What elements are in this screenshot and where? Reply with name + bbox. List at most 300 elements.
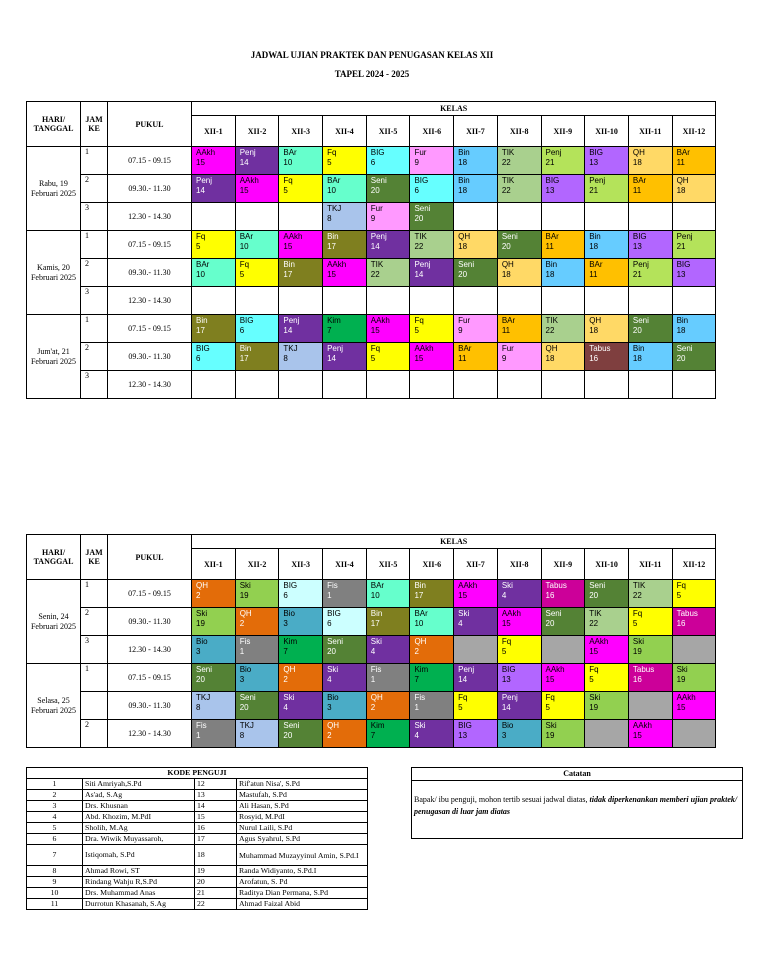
exam-subject-code: BAr [545,232,559,241]
exam-subject-code: Bin [370,609,383,618]
exam-cell [585,287,629,315]
exam-cell [628,343,672,371]
examiner-code: 3 [327,702,332,712]
exam-subject-code: BAr [327,176,341,185]
exam-cell [192,175,236,203]
header-class-xii-9: XII-9 [541,116,585,147]
exam-cell [585,147,629,175]
exam-subject-code: BAr [501,316,516,325]
exam-cell [366,664,410,692]
exam-cell [366,147,410,175]
exam-cell [541,315,585,343]
exam-subject-code: TIK [501,176,515,185]
exam-subject-code: Fis [196,721,207,730]
exam-cell [192,231,236,259]
jam-ke-cell: 2 [81,175,108,203]
exam-subject-code: BAr [239,232,254,241]
exam-cell [192,608,236,636]
exam-cell [235,371,279,399]
penguji-title: KODE PENGUJI [27,768,368,779]
exam-subject-code: Seni [414,204,431,213]
examiner-code: 21 [589,185,599,195]
exam-cell [192,580,236,608]
exam-subject-code: Penj [501,693,518,702]
penguji-name: As'ad, S.Ag [83,790,195,801]
examiner-code: 1 [370,674,376,684]
examiner-code: 20 [196,674,205,684]
exam-cell [279,147,323,175]
exam-cell [410,692,454,720]
exam-cell [454,720,498,748]
exam-cell [454,287,498,315]
penguji-code: 6 [27,834,83,845]
exam-subject-code: Fq [239,260,250,269]
day-date-label: Selasa, 25 Februari 2025 [27,664,81,748]
exam-cell [454,203,498,231]
exam-cell [366,343,410,371]
examiner-code: 3 [283,618,288,628]
exam-subject-code: AAkh [283,232,303,241]
exam-subject-code: Penj [239,148,256,157]
exam-cell [672,231,716,259]
exam-cell [192,692,236,720]
exam-subject-code: QH [370,693,383,702]
examiner-code: 17 [370,618,380,628]
pukul-cell: 07.15 - 09.15 [108,664,192,692]
exam-subject-code: Seni [370,176,387,185]
penguji-row [27,779,368,790]
examiner-code: 4 [327,674,332,684]
exam-cell [366,692,410,720]
exam-subject-code: Bin [327,232,339,241]
exam-cell [366,231,410,259]
exam-cell [366,636,410,664]
exam-subject-code: Ski [196,609,208,618]
exam-cell [672,175,716,203]
examiner-code: 5 [283,185,288,195]
schedule-row [27,231,716,259]
penguji-code: 11 [27,899,83,910]
exam-cell [672,287,716,315]
exam-cell [323,203,367,231]
exam-subject-code: Seni [283,721,300,730]
examiner-code: 4 [501,590,507,600]
exam-cell [672,664,716,692]
exam-subject-code: Bio [196,637,208,646]
examiner-code: 2 [283,674,288,684]
exam-cell [454,371,498,399]
examiner-code: 18 [589,325,599,335]
header-hari-tanggal: HARI/ TANGGAL [27,535,81,580]
header-jam-ke: JAM KE [81,102,108,147]
penguji-table [26,767,368,910]
penguji-name: Raditya Dian Permana, S.Pd [237,888,368,899]
exam-subject-code: Seni [676,344,693,353]
exam-subject-code: Bin [458,176,470,185]
exam-cell [585,175,629,203]
exam-subject-code: Bin [545,260,558,269]
exam-cell [628,147,672,175]
examiner-code: 3 [239,674,245,684]
pukul-cell: 07.15 - 09.15 [108,147,192,175]
penguji-name: Drs. Khusnan [83,801,195,812]
exam-cell [454,692,498,720]
examiner-code: 17 [239,353,249,363]
exam-subject-code: Seni [327,637,344,646]
exam-cell [410,580,454,608]
exam-subject-code: Fq [196,232,206,241]
examiner-code: 6 [239,325,245,335]
examiner-code: 4 [414,730,419,740]
examiner-code: 20 [545,618,555,628]
examiner-code: 15 [239,185,249,195]
examiner-code: 4 [458,618,463,628]
exam-cell [541,608,585,636]
exam-subject-code: Fur [414,148,427,157]
exam-cell [323,720,367,748]
header-hari-tanggal: HARI/ TANGGAL [27,102,81,147]
examiner-code: 14 [458,674,468,684]
exam-cell [366,580,410,608]
exam-cell [497,343,541,371]
exam-cell [497,664,541,692]
exam-subject-code: Kim [327,316,341,325]
exam-cell [323,608,367,636]
penguji-row [27,877,368,888]
exam-cell [192,287,236,315]
exam-subject-code: BAr [632,176,647,185]
schedule-row [27,147,716,175]
penguji-name: Ali Hasan, S.Pd [237,801,368,812]
exam-cell [541,664,585,692]
exam-cell [323,175,367,203]
exam-cell [410,608,454,636]
exam-cell [628,664,672,692]
header-jam-ke: JAM KE [81,535,108,580]
exam-subject-code: TKJ [327,204,342,213]
penguji-row [27,888,368,899]
exam-cell [192,371,236,399]
exam-subject-code: Bin [632,344,645,353]
examiner-code: 20 [458,269,468,279]
exam-subject-code: BAr [283,148,297,157]
exam-cell [541,636,585,664]
header-kelas: KELAS [192,535,716,549]
exam-subject-code: BAr [589,260,603,269]
exam-cell [279,692,323,720]
header-kelas: KELAS [192,102,716,116]
examiner-code: 5 [676,590,682,600]
exam-cell [366,175,410,203]
examiner-code: 17 [283,269,293,279]
examiner-code: 18 [632,353,642,363]
exam-subject-code: AAkh [458,581,478,590]
exam-subject-code: BIG [545,176,560,185]
exam-cell [454,259,498,287]
catatan-text: Bapak/ ibu penguji, mohon tertib sesuai jadwal diatas, tidak diperkenankan memberi ujian praktek/ penugasan di luar jam diatas [414,795,738,816]
exam-subject-code: Fq [632,609,643,618]
examiner-code: 10 [414,618,424,628]
examiner-code: 20 [414,213,424,223]
examiner-code: 7 [327,325,332,335]
examiner-code: 18 [545,353,555,363]
penguji-code: 8 [27,866,83,877]
exam-cell [192,203,236,231]
examiner-code: 21 [676,241,686,251]
exam-cell [497,259,541,287]
exam-cell [454,608,498,636]
exam-subject-code: Penj [283,316,300,325]
penguji-code: 12 [195,779,237,790]
exam-cell [323,371,367,399]
exam-cell [541,692,585,720]
exam-cell [410,231,454,259]
examiner-code: 1 [327,590,332,600]
exam-subject-code: Bin [196,316,208,325]
examiner-code: 10 [283,157,293,167]
exam-subject-code: Ski [370,637,382,646]
exam-cell [628,259,672,287]
exam-cell [323,287,367,315]
exam-subject-code: Seni [458,260,475,269]
examiner-code: 18 [501,269,511,279]
examiner-code: 5 [239,269,245,279]
exam-subject-code: TIK [589,609,602,618]
examiner-code: 4 [370,646,376,656]
examiner-code: 14 [501,702,511,712]
exam-cell [541,580,585,608]
schedule-row [27,664,716,692]
penguji-code: 16 [195,823,237,834]
exam-cell [323,636,367,664]
examiner-code: 22 [501,185,511,195]
exam-cell [628,580,672,608]
exam-subject-code: Bin [283,260,295,269]
examiner-code: 13 [676,269,686,279]
examiner-code: 2 [414,646,419,656]
header-class-xii-5: XII-5 [366,116,410,147]
exam-cell [279,259,323,287]
jam-ke-cell: 2 [81,259,108,287]
examiner-code: 14 [196,185,205,195]
penguji-name: Abd. Khozim, M.PdI [83,812,195,823]
examiner-code: 15 [676,702,686,712]
examiner-code: 22 [589,618,599,628]
examiner-code: 10 [327,185,336,195]
examiner-code: 19 [676,674,686,684]
exam-subject-code: Seni [545,609,562,618]
exam-subject-code: Fq [676,581,686,590]
exam-cell [454,315,498,343]
exam-subject-code: Seni [589,581,606,590]
examiner-code: 18 [676,325,686,335]
exam-subject-code: QH [676,176,689,185]
jam-ke-cell: 2 [81,608,108,636]
header-class-xii-6: XII-6 [410,116,454,147]
examiner-code: 16 [545,590,555,600]
examiner-code: 22 [414,241,424,251]
examiner-code: 6 [327,618,332,628]
exam-subject-code: BAr [414,609,428,618]
exam-cell [672,608,716,636]
pukul-cell: 07.15 - 09.15 [108,231,192,259]
examiner-code: 14 [327,353,336,363]
exam-subject-code: QH [458,232,471,241]
penguji-name: Arofatun, S. Pd [237,877,368,888]
jam-ke-cell: 3 [81,371,108,399]
exam-cell [235,608,279,636]
schedule-row [27,692,716,720]
exam-subject-code: Ski [283,693,295,702]
exam-cell [323,343,367,371]
exam-cell [235,315,279,343]
examiner-code: 15 [414,353,424,363]
exam-cell [628,175,672,203]
exam-cell [192,259,236,287]
examiner-code: 17 [414,590,424,600]
examiner-code: 20 [283,730,293,740]
exam-cell [235,720,279,748]
examiner-code: 10 [370,590,380,600]
examiner-code: 14 [414,269,424,279]
exam-cell [541,231,585,259]
exam-cell [672,203,716,231]
examiner-code: 19 [545,730,555,740]
exam-subject-code: BIG [501,665,516,674]
pukul-cell: 12.30 - 14.30 [108,720,192,748]
header-class-xii-11: XII-11 [628,116,672,147]
examiner-code: 10 [239,241,249,251]
exam-subject-code: AAkh [196,148,216,157]
examiner-code: 6 [196,353,201,363]
exam-cell [497,203,541,231]
examiner-code: 18 [458,185,468,195]
exam-subject-code: BIG [632,232,647,241]
penguji-row [27,845,368,866]
exam-cell [628,692,672,720]
exam-cell [410,664,454,692]
penguji-name: Istiqomah, S.Pd [83,845,195,866]
penguji-code: 5 [27,823,83,834]
exam-subject-code: Ski [545,721,557,730]
exam-cell [541,343,585,371]
exam-subject-code: AAkh [676,693,696,702]
exam-subject-code: Kim [370,721,385,730]
exam-subject-code: Fq [370,344,381,353]
exam-subject-code: Fq [589,665,599,674]
exam-cell [323,231,367,259]
exam-cell [279,203,323,231]
penguji-code: 2 [27,790,83,801]
exam-cell [192,315,236,343]
exam-subject-code: TIK [414,232,427,241]
penguji-name: Muhammad Muzayyinul Amin, S.Pd.I [237,845,368,866]
header-class-xii-7: XII-7 [454,116,498,147]
penguji-name: Rif'atun Nisa', S.Pd [237,779,368,790]
penguji-name: Ahmad Faizal Abid [237,899,368,910]
pukul-cell: 09.30.- 11.30 [108,343,192,371]
exam-subject-code: Seni [632,316,649,325]
penguji-row [27,823,368,834]
exam-cell [192,343,236,371]
penguji-name: Drs. Muhammad Anas [83,888,195,899]
exam-subject-code: Penj [545,148,562,157]
examiner-code: 14 [370,241,380,251]
examiner-code: 16 [632,674,642,684]
exam-cell [672,315,716,343]
examiner-code: 2 [327,730,332,740]
exam-cell [541,287,585,315]
schedule-row [27,259,716,287]
examiner-code: 2 [239,618,245,628]
exam-cell [192,664,236,692]
examiner-code: 18 [676,185,686,195]
examiner-code: 22 [501,157,511,167]
penguji-code: 17 [195,834,237,845]
header-pukul: PUKUL [108,102,192,147]
exam-subject-code: Penj [632,260,649,269]
exam-subject-code: BAr [676,148,690,157]
exam-cell [410,371,454,399]
exam-cell [628,315,672,343]
exam-cell [235,175,279,203]
examiner-code: 16 [676,618,686,628]
day-date-label: Senin, 24 Februari 2025 [27,580,81,664]
exam-cell [585,203,629,231]
examiner-code: 15 [632,730,642,740]
penguji-code: 9 [27,877,83,888]
exam-subject-code: QH [501,260,514,269]
examiner-code: 14 [283,325,293,335]
examiner-code: 11 [501,325,511,335]
exam-cell [410,175,454,203]
exam-cell [628,287,672,315]
schedule-row [27,287,716,315]
header-class-xii-2: XII-2 [235,116,279,147]
exam-cell [585,636,629,664]
schedule-row [27,343,716,371]
header-class-xii-8: XII-8 [497,116,541,147]
jam-ke-cell: 3 [81,287,108,315]
exam-subject-code: Ski [327,665,339,674]
schedule-row [27,175,716,203]
exam-cell [497,175,541,203]
schedule-row [27,315,716,343]
exam-cell [585,664,629,692]
examiner-code: 22 [545,325,555,335]
exam-subject-code: Tabus [589,344,611,353]
examiner-code: 10 [196,269,205,279]
exam-subject-code: Penj [327,344,344,353]
examiner-code: 15 [196,157,205,167]
exam-subject-code: Fq [458,693,468,702]
examiner-code: 8 [239,730,245,740]
penguji-name: Mastufah, S.Pd [237,790,368,801]
exam-cell [366,315,410,343]
examiner-code: 15 [370,325,380,335]
examiner-code: 19 [196,618,205,628]
exam-cell [279,287,323,315]
jam-ke-cell [81,692,108,720]
examiner-code: 18 [458,241,468,251]
penguji-name: Sholih, M.Ag [83,823,195,834]
header-class-xii-7: XII-7 [454,549,498,580]
examiner-code: 18 [458,157,468,167]
exam-cell [192,636,236,664]
exam-subject-code: TIK [632,581,646,590]
examiner-code: 19 [589,702,599,712]
penguji-row [27,834,368,845]
